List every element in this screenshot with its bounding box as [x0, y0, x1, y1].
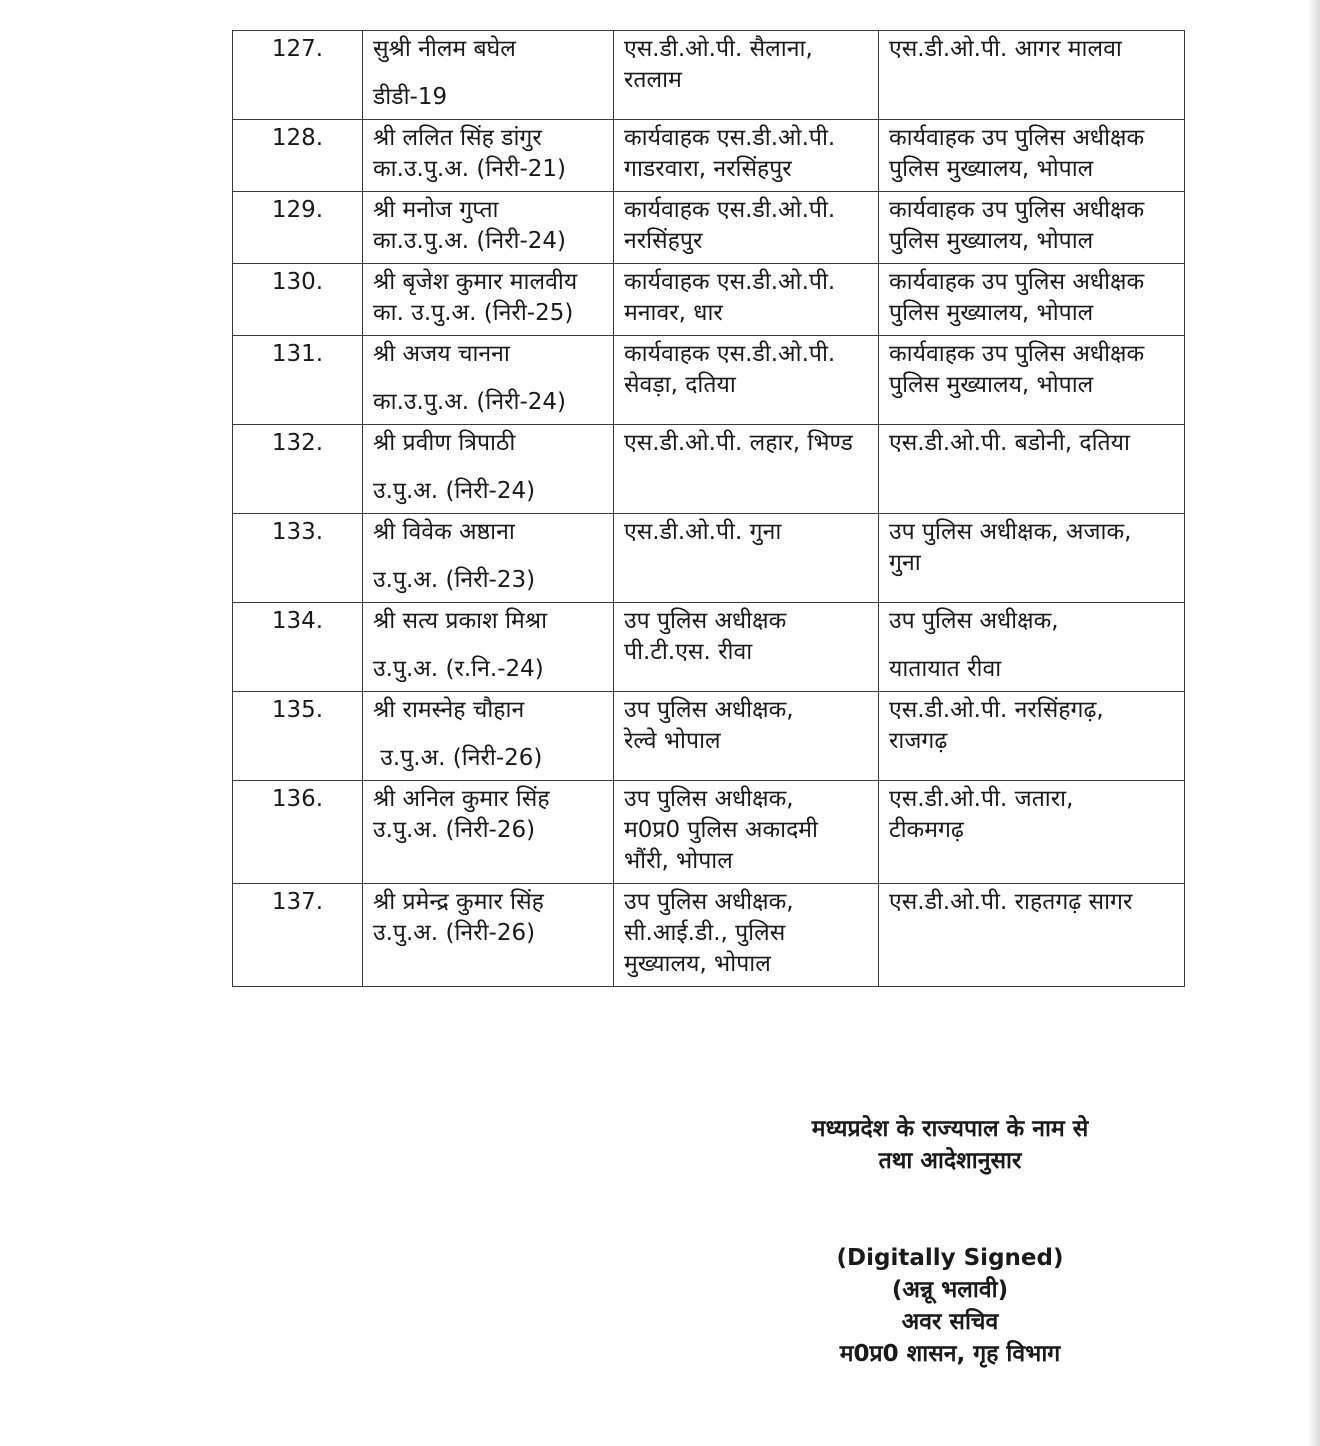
table-row — [233, 781, 1185, 884]
digitally-signed-label: (Digitally Signed) — [836, 1245, 1064, 1271]
serial-number-cell: 136. — [233, 781, 363, 884]
current-posting-line: पी.टी.एस. रीवा — [624, 639, 753, 665]
current-posting-line: सेवड़ा, दतिया — [624, 372, 736, 398]
officer-name: श्री अजय चानना — [373, 341, 510, 367]
new-posting-cell — [879, 120, 1185, 192]
table-row — [233, 264, 1185, 336]
new-posting-line: पुलिस मुख्यालय, भोपाल — [889, 228, 1094, 254]
signatory-name: (अन्नू भलावी) — [891, 1277, 1009, 1303]
officer-rank: उ.पु.अ. (निरी-26) — [373, 920, 536, 946]
new-posting-line: पुलिस मुख्यालय, भोपाल — [889, 156, 1094, 182]
new-posting-line: गुना — [889, 550, 921, 576]
serial-number-cell: 129. — [233, 192, 363, 264]
table-row — [233, 692, 1185, 781]
officer-rank: का. उ.पु.अ. (निरी-25) — [373, 300, 574, 326]
current-posting-line: कार्यवाहक एस.डी.ओ.पी. — [624, 341, 836, 367]
officer-name: श्री रामस्नेह चौहान — [373, 697, 525, 723]
current-posting-line: कार्यवाहक एस.डी.ओ.पी. — [624, 197, 836, 223]
new-posting-line: एस.डी.ओ.पी. राहतगढ़ सागर — [889, 889, 1133, 915]
current-posting-line: उप पुलिस अधीक्षक, — [624, 786, 794, 812]
signatory-block — [700, 1242, 1200, 1370]
order-authority-line-2: तथा आदेशानुसार — [878, 1148, 1022, 1174]
officer-cell — [363, 192, 614, 264]
current-posting-cell — [614, 336, 879, 425]
new-posting-cell — [879, 425, 1185, 514]
officer-name: श्री विवेक अष्ठाना — [373, 519, 515, 545]
serial-number-cell: 133. — [233, 514, 363, 603]
officer-name: श्री प्रमेन्द्र कुमार सिंह — [373, 889, 544, 915]
current-posting-line: कार्यवाहक एस.डी.ओ.पी. — [624, 269, 836, 295]
serial-number-cell: 132. — [233, 425, 363, 514]
new-posting-line: राजगढ़ — [889, 728, 948, 754]
order-authority-line-1: मध्यप्रदेश के राज्यपाल के नाम से — [811, 1116, 1089, 1142]
serial-number-cell: 137. — [233, 884, 363, 987]
new-posting-cell — [879, 514, 1185, 603]
table-row — [233, 31, 1185, 120]
current-posting-line: एस.डी.ओ.पी. सैलाना, — [624, 36, 813, 62]
new-posting-cell — [879, 31, 1185, 120]
new-posting-line: कार्यवाहक उप पुलिस अधीक्षक — [889, 341, 1145, 367]
officer-cell — [363, 514, 614, 603]
current-posting-line: म0प्र0 पुलिस अकादमी — [624, 817, 819, 843]
officer-cell — [363, 336, 614, 425]
new-posting-cell — [879, 336, 1185, 425]
signatory-designation: अवर सचिव — [901, 1309, 999, 1335]
current-posting-line: उप पुलिस अधीक्षक, — [624, 889, 794, 915]
officer-name: श्री अनिल कुमार सिंह — [373, 786, 550, 812]
new-posting-line: एस.डी.ओ.पी. जतारा, — [889, 786, 1074, 812]
current-posting-cell — [614, 192, 879, 264]
current-posting-line: एस.डी.ओ.पी. गुना — [624, 519, 782, 545]
table-row — [233, 603, 1185, 692]
officer-name: सुश्री नीलम बघेल — [373, 36, 516, 62]
current-posting-line: मुख्यालय, भोपाल — [624, 951, 771, 977]
new-posting-cell — [879, 692, 1185, 781]
serial-number-cell: 131. — [233, 336, 363, 425]
current-posting-cell — [614, 692, 879, 781]
order-authority-block — [700, 1113, 1200, 1177]
page-edge-shadow — [1308, 0, 1320, 1446]
officer-cell — [363, 264, 614, 336]
transfer-order-table — [232, 30, 1185, 987]
current-posting-cell — [614, 425, 879, 514]
table-row — [233, 192, 1185, 264]
officer-name: श्री ललित सिंह डांगुर — [373, 125, 542, 151]
new-posting-line: उप पुलिस अधीक्षक, — [889, 608, 1059, 634]
new-posting-line: एस.डी.ओ.पी. नरसिंहगढ़, — [889, 697, 1104, 723]
officer-rank: डीडी-19 — [373, 84, 448, 110]
officer-rank: का.उ.पु.अ. (निरी-24) — [373, 389, 567, 415]
officer-rank: उ.पु.अ. (निरी-23) — [373, 567, 536, 593]
current-posting-line: रतलाम — [624, 67, 682, 93]
officer-cell — [363, 692, 614, 781]
table-row — [233, 514, 1185, 603]
current-posting-cell — [614, 264, 879, 336]
officer-cell — [363, 120, 614, 192]
current-posting-line: नरसिंहपुर — [624, 228, 703, 254]
current-posting-line: उप पुलिस अधीक्षक, — [624, 697, 794, 723]
serial-number-cell: 134. — [233, 603, 363, 692]
officer-cell — [363, 425, 614, 514]
current-posting-cell — [614, 514, 879, 603]
serial-number-cell: 128. — [233, 120, 363, 192]
current-posting-cell — [614, 31, 879, 120]
current-posting-line: भौंरी, भोपाल — [624, 848, 733, 874]
officer-cell — [363, 603, 614, 692]
officer-cell — [363, 31, 614, 120]
current-posting-line: उप पुलिस अधीक्षक — [624, 608, 787, 634]
serial-number-cell: 130. — [233, 264, 363, 336]
new-posting-line: एस.डी.ओ.पी. बडोनी, दतिया — [889, 430, 1130, 456]
new-posting-line: कार्यवाहक उप पुलिस अधीक्षक — [889, 269, 1145, 295]
current-posting-cell — [614, 603, 879, 692]
table-row — [233, 884, 1185, 987]
current-posting-line: कार्यवाहक एस.डी.ओ.पी. — [624, 125, 836, 151]
table-body — [233, 31, 1185, 987]
table-row — [233, 120, 1185, 192]
new-posting-line: पुलिस मुख्यालय, भोपाल — [889, 300, 1094, 326]
officer-cell — [363, 884, 614, 987]
officer-name: श्री प्रवीण त्रिपाठी — [373, 430, 516, 456]
table-row — [233, 425, 1185, 514]
officer-name: श्री बृजेश कुमार मालवीय — [373, 269, 578, 295]
officer-rank: का.उ.पु.अ. (निरी-24) — [373, 228, 567, 254]
officer-rank: उ.पु.अ. (निरी-26) — [373, 817, 536, 843]
officer-name: श्री सत्य प्रकाश मिश्रा — [373, 608, 548, 634]
current-posting-line: एस.डी.ओ.पी. लहार, भिण्ड — [624, 430, 853, 456]
officer-rank: उ.पु.अ. (निरी-24) — [373, 478, 536, 504]
table-row — [233, 336, 1185, 425]
officer-rank: उ.पु.अ. (निरी-26) — [373, 745, 543, 771]
signatory-department: म0प्र0 शासन, गृह विभाग — [839, 1341, 1061, 1367]
new-posting-line: यातायात रीवा — [889, 656, 1002, 682]
current-posting-cell — [614, 120, 879, 192]
new-posting-line: पुलिस मुख्यालय, भोपाल — [889, 372, 1094, 398]
officer-rank: उ.पु.अ. (र.नि.-24) — [373, 656, 544, 682]
new-posting-cell — [879, 603, 1185, 692]
current-posting-line: सी.आई.डी., पुलिस — [624, 920, 786, 946]
new-posting-line: उप पुलिस अधीक्षक, अजाक, — [889, 519, 1132, 545]
new-posting-line: एस.डी.ओ.पी. आगर मालवा — [889, 36, 1122, 62]
current-posting-cell — [614, 781, 879, 884]
serial-number-cell: 135. — [233, 692, 363, 781]
new-posting-cell — [879, 192, 1185, 264]
new-posting-line: कार्यवाहक उप पुलिस अधीक्षक — [889, 197, 1145, 223]
new-posting-cell — [879, 264, 1185, 336]
current-posting-line: गाडरवारा, नरसिंहपुर — [624, 156, 792, 182]
new-posting-line: टीकमगढ़ — [889, 817, 964, 843]
new-posting-line: कार्यवाहक उप पुलिस अधीक्षक — [889, 125, 1145, 151]
officer-name: श्री मनोज गुप्ता — [373, 197, 499, 223]
new-posting-cell — [879, 884, 1185, 987]
officer-cell — [363, 781, 614, 884]
serial-number-cell: 127. — [233, 31, 363, 120]
officer-rank: का.उ.पु.अ. (निरी-21) — [373, 156, 567, 182]
new-posting-cell — [879, 781, 1185, 884]
current-posting-cell — [614, 884, 879, 987]
current-posting-line: रेल्वे भोपाल — [624, 728, 721, 754]
current-posting-line: मनावर, धार — [624, 300, 723, 326]
